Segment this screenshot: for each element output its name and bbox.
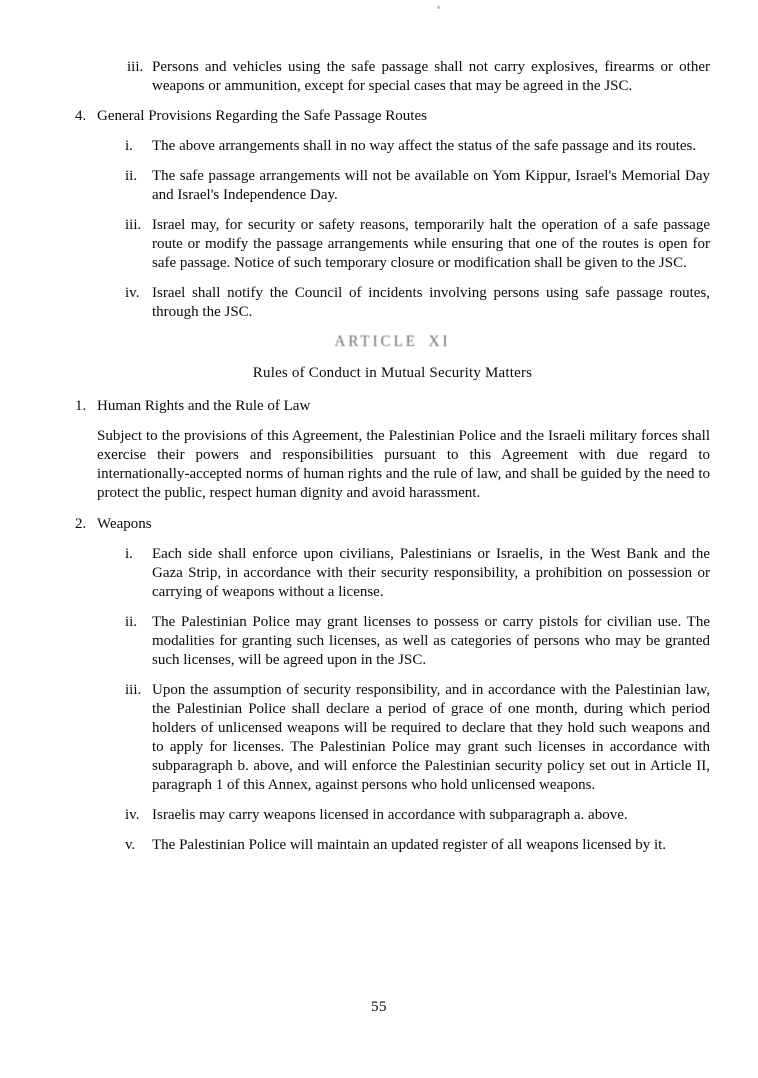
list-item-text: The Palestinian Police may grant licenses to possess or carry pistols for civilian use. The modalities for granting such licenses, as well as categories of persons who may be granted such licenses, will be agreed upon in the JSC.	[152, 614, 710, 668]
list-item	[125, 806, 710, 825]
list-item-text: The above arrangements shall in no way affect the status of the safe passage and its routes.	[152, 138, 697, 154]
section-4-heading	[75, 107, 710, 126]
list-marker: ii.	[125, 614, 138, 630]
list-marker: iii.	[125, 217, 142, 233]
article-heading: ARTICLE XI	[334, 333, 451, 351]
list-item-text: The safe passage arrangements will not be available on Yom Kippur, Israel's Memorial Day and Israel's Independence Day.	[152, 168, 710, 203]
list-item-safe-passage-iii	[127, 58, 710, 96]
article-title: Rules of Conduct in Mutual Security Matters	[252, 365, 533, 381]
section-title: Weapons	[97, 516, 152, 532]
page-number: 55	[371, 999, 387, 1015]
list-item-text: Israelis may carry weapons licensed in accordance with subparagraph a. above.	[152, 807, 628, 823]
list-item	[125, 284, 710, 322]
section-2-heading	[75, 515, 710, 534]
list-item	[125, 681, 710, 795]
section-title: General Provisions Regarding the Safe Passage Routes	[97, 108, 427, 124]
list-item-text: Israel shall notify the Council of incidents involving persons using safe passage routes, through the JSC.	[152, 285, 710, 320]
list-marker: iii.	[127, 59, 144, 75]
list-item	[125, 167, 710, 205]
list-marker: i.	[125, 546, 133, 562]
list-marker: iv.	[125, 285, 140, 301]
list-item-text: Each side shall enforce upon civilians, Palestinians or Israelis, in the West Bank and the Gaza Strip, in accordance with their security responsibility, a prohibition on possession or carrying of weapons without a license.	[152, 546, 710, 600]
list-item-text: Upon the assumption of security responsibility, and in accordance with the Palestinian law, the Palestinian Police shall declare a period of grace of one month, during which period holders of unlicensed weapons will be required to declare that they hold such weapons and to apply for licenses. The Palestinian Police may grant such licenses in accordance with subparagraph b. above, and will enforce the Palestinian security policy set out in Article II, paragraph 1 of this Annex, against persons who hold unlicensed weapons.	[152, 682, 710, 793]
section-title: Human Rights and the Rule of Law	[97, 398, 311, 414]
list-item	[125, 613, 710, 670]
list-item-text: Israel may, for security or safety reasons, temporarily halt the operation of a safe passage route or modify the passage arrangements while ensuring that one of the routes is open for safe passage. Notice of such temporary closure or modification shall be given to the JSC.	[152, 217, 710, 271]
list-item	[125, 836, 710, 855]
section-1-heading	[75, 397, 710, 416]
list-marker: ii.	[125, 168, 138, 184]
list-item-text: Persons and vehicles using the safe passage shall not carry explosives, firearms or other weapons or ammunition, except for special cases that may be agreed in the JSC.	[152, 59, 710, 94]
list-marker: iii.	[125, 682, 142, 698]
list-marker: v.	[125, 837, 136, 853]
list-item	[125, 216, 710, 273]
scan-artifact-dot	[437, 6, 440, 9]
section-marker: 4.	[75, 108, 87, 124]
list-item	[125, 545, 710, 602]
section-marker: 2.	[75, 516, 87, 532]
list-item-text: The Palestinian Police will maintain an updated register of all weapons licensed by it.	[152, 837, 667, 853]
section-1-paragraph: Subject to the provisions of this Agreement, the Palestinian Police and the Israeli military forces shall exercise their powers and responsibilities pursuant to this Agreement with due regard to internationally-accepted norms of human rights and the rule of law, and shall be guided by the need to protect the public, respect human dignity and avoid harassment.	[97, 428, 710, 501]
list-marker: i.	[125, 138, 133, 154]
list-marker: iv.	[125, 807, 140, 823]
section-marker: 1.	[75, 398, 87, 414]
list-item	[125, 137, 710, 156]
